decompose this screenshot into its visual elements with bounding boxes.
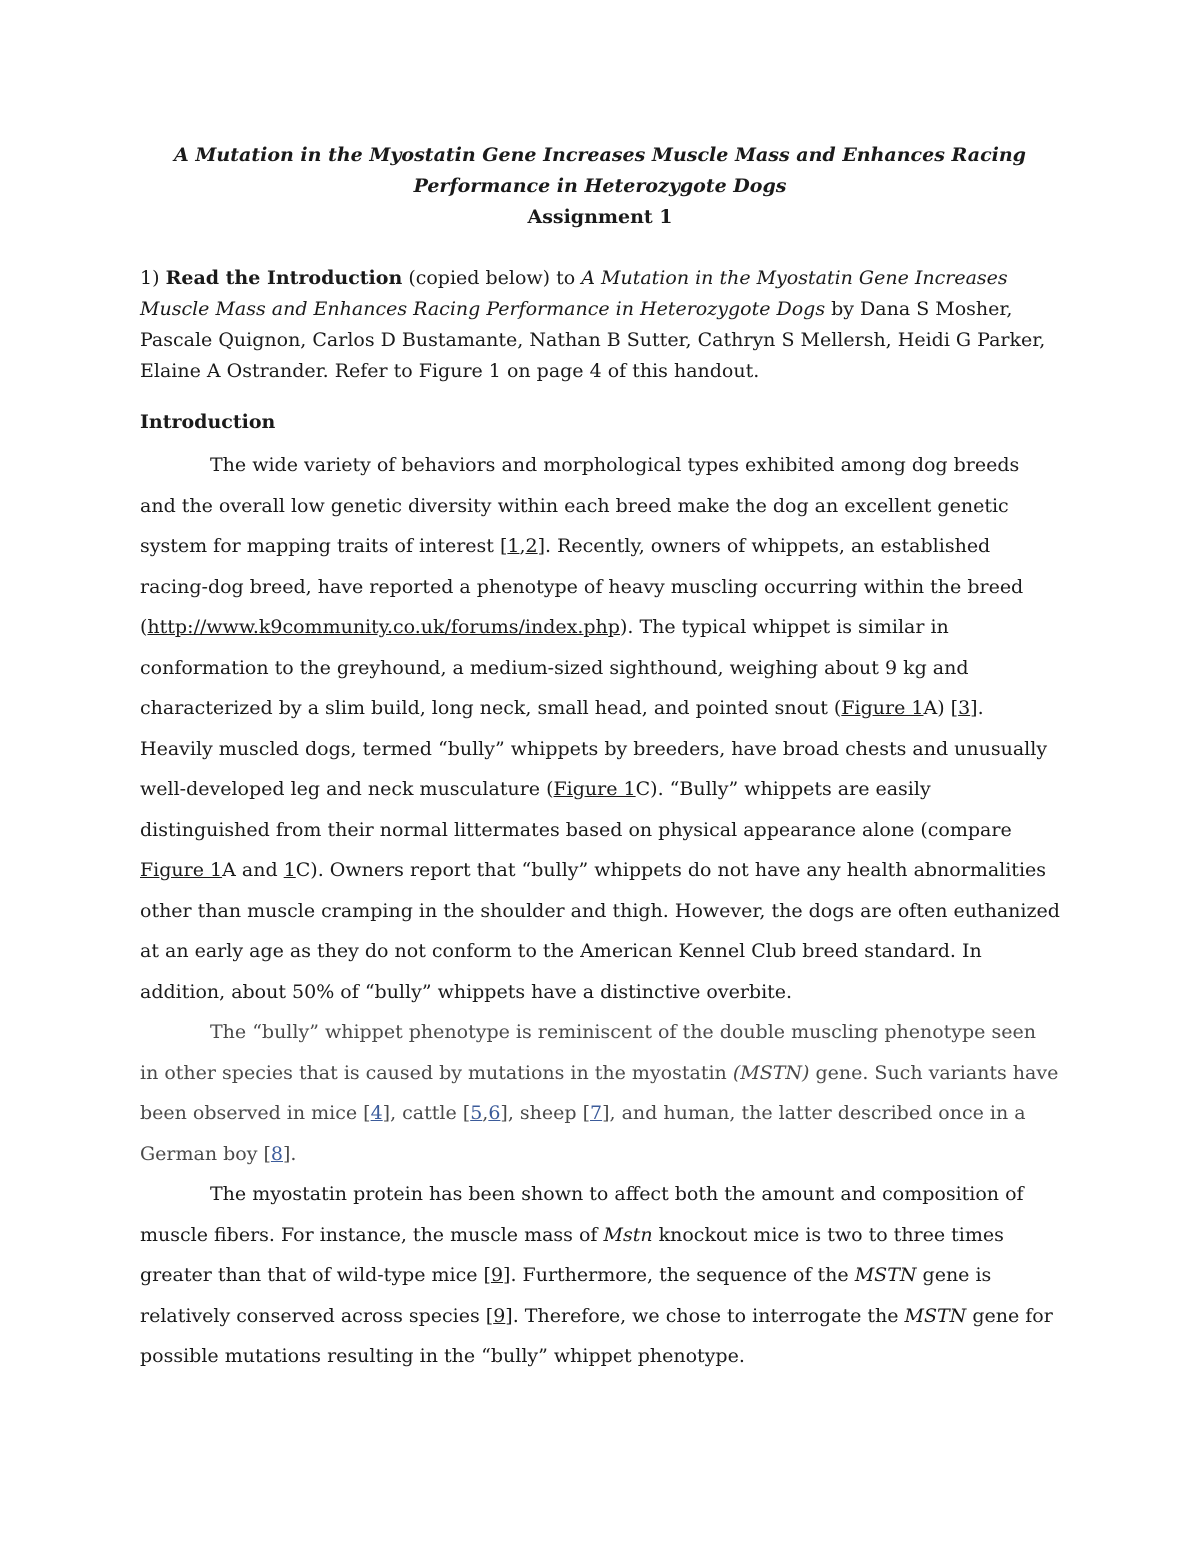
p3-text-5: ]. Therefore, we chose to interrogate the (505, 1304, 905, 1327)
k9community-url-link[interactable]: http://www.k9community.co.uk/forums/index.php (147, 616, 620, 638)
p2-text-3: ], cattle [ (382, 1102, 471, 1124)
p3-text-4: gene is relatively conserved across species [ (140, 1264, 992, 1327)
question-instruction: Read the Introduction (165, 267, 403, 289)
question-number: 1) (140, 267, 160, 289)
p3-text-3: ]. Furthermore, the sequence of the (503, 1264, 855, 1286)
p1-text-8: C). Owners report that “bully” whippets do not have any health abnormalities other than muscle cramping in the shoulder and thigh. However, the dogs are often euthanized at an early age as they do not conform to the American Kennel Club breed standard. In addition, about 50% of “bully” whippets have a distinctive overbite. (140, 859, 1060, 1003)
p1-text-4: A) [ (923, 697, 959, 719)
reference-link-9a[interactable]: 9 (490, 1264, 504, 1286)
reference-link-2[interactable]: 2 (525, 535, 538, 557)
p3-text-2: knockout mice is two to three times greater than that of wild-type mice [ (140, 1223, 1004, 1286)
p2-gene-name: (MSTN) (732, 1061, 810, 1084)
introduction-heading: Introduction (140, 411, 276, 433)
p2-text-6: ]. (283, 1142, 297, 1165)
reference-link-8[interactable]: 8 (270, 1142, 284, 1165)
intro-paragraph-1 (140, 445, 1060, 1012)
reference-link-1[interactable]: 1 (507, 535, 520, 557)
p2-comma: , (482, 1102, 489, 1124)
p2-text-1: The “bully” whippet phenotype is reminiscent of the double muscling phenotype seen in other species that is caused by mutations in the myostatin (140, 1021, 1036, 1084)
p1-text-2: ]. Recently, owners of whippets, an established racing-dog breed, have reported a phenotype of heavy muscling occurring within the breed ( (140, 535, 1024, 638)
intro-paragraph-2 (140, 1012, 1060, 1174)
question-paper-title: A Mutation in the Myostatin Gene Increases Muscle Mass and Enhances Racing Performance in Heterozygote Dogs (140, 267, 1008, 320)
figure-link-3[interactable]: Figure 1 (140, 859, 223, 881)
reference-link-5[interactable]: 5 (470, 1102, 483, 1124)
p3-gene-name-2: MSTN (904, 1304, 967, 1327)
p2-text-2: gene. Such variants have been observed in mice [ (140, 1061, 1059, 1124)
p1-text-7: A and (222, 859, 284, 881)
p3-text-1: The myostatin protein has been shown to affect both the amount and composition of muscle fibers. For instance, the muscle mass of (140, 1183, 1024, 1246)
title-line-2: Performance in Heterozygote Dogs (413, 175, 787, 197)
reference-link-3[interactable]: 3 (958, 697, 971, 719)
question-text-1: (copied below) to (408, 267, 576, 289)
reference-link-9b[interactable]: 9 (493, 1304, 506, 1327)
p3-text-6: gene for possible mutations resulting in the “bully” whippet phenotype. (140, 1304, 1053, 1367)
question-text-2: by Dana S Mosher, Pascale Quignon, Carlos D Bustamante, Nathan B Sutter, Cathryn S Mellersh, Heidi G Parker, Elaine A Ostrander. Refer to Figure 1 on page 4 of this handout. (140, 298, 1046, 382)
intro-paragraph-3 (140, 1174, 1060, 1377)
p2-text-5: ], and human, the latter described once in a German boy [ (140, 1102, 1026, 1165)
p1-text-6: C). “Bully” whippets are easily distinguished from their normal littermates based on physical appearance alone (compare (140, 778, 1012, 841)
document-page (140, 140, 1060, 1377)
reference-link-4[interactable]: 4 (370, 1102, 383, 1124)
title-line-1: A Mutation in the Myostatin Gene Increases Muscle Mass and Enhances Racing (174, 144, 1026, 166)
document-title (140, 140, 1060, 202)
p1-text-5: ]. Heavily muscled dogs, termed “bully” whippets by breeders, have broad chests and unusually well-developed leg and neck musculature ( (140, 697, 1048, 800)
p1-text-1: The wide variety of behaviors and morphological types exhibited among dog breeds and the overall low genetic diversity within each breed make the dog an excellent genetic system for mapping traits of interest [ (140, 454, 1020, 557)
p1-text-3: ). The typical whippet is similar in conformation to the greyhound, a medium-sized sighthound, weighing about 9 kg and characterized by a slim build, long neck, small head, and pointed snout ( (140, 616, 969, 719)
figure-link-2[interactable]: Figure 1 (553, 778, 636, 800)
reference-link-7[interactable]: 7 (590, 1102, 603, 1124)
assignment-heading: Assignment 1 (527, 206, 673, 228)
question-1 (140, 263, 1060, 387)
figure-link-1[interactable]: Figure 1 (841, 697, 924, 719)
p3-gene-name-1: MSTN (854, 1264, 917, 1286)
figure-link-4[interactable]: 1 (283, 859, 296, 881)
p1-comma: , (519, 535, 526, 557)
p3-mstn-mouse: Mstn (603, 1223, 653, 1246)
reference-link-6[interactable]: 6 (488, 1102, 501, 1124)
p2-text-4: ], sheep [ (500, 1102, 591, 1124)
